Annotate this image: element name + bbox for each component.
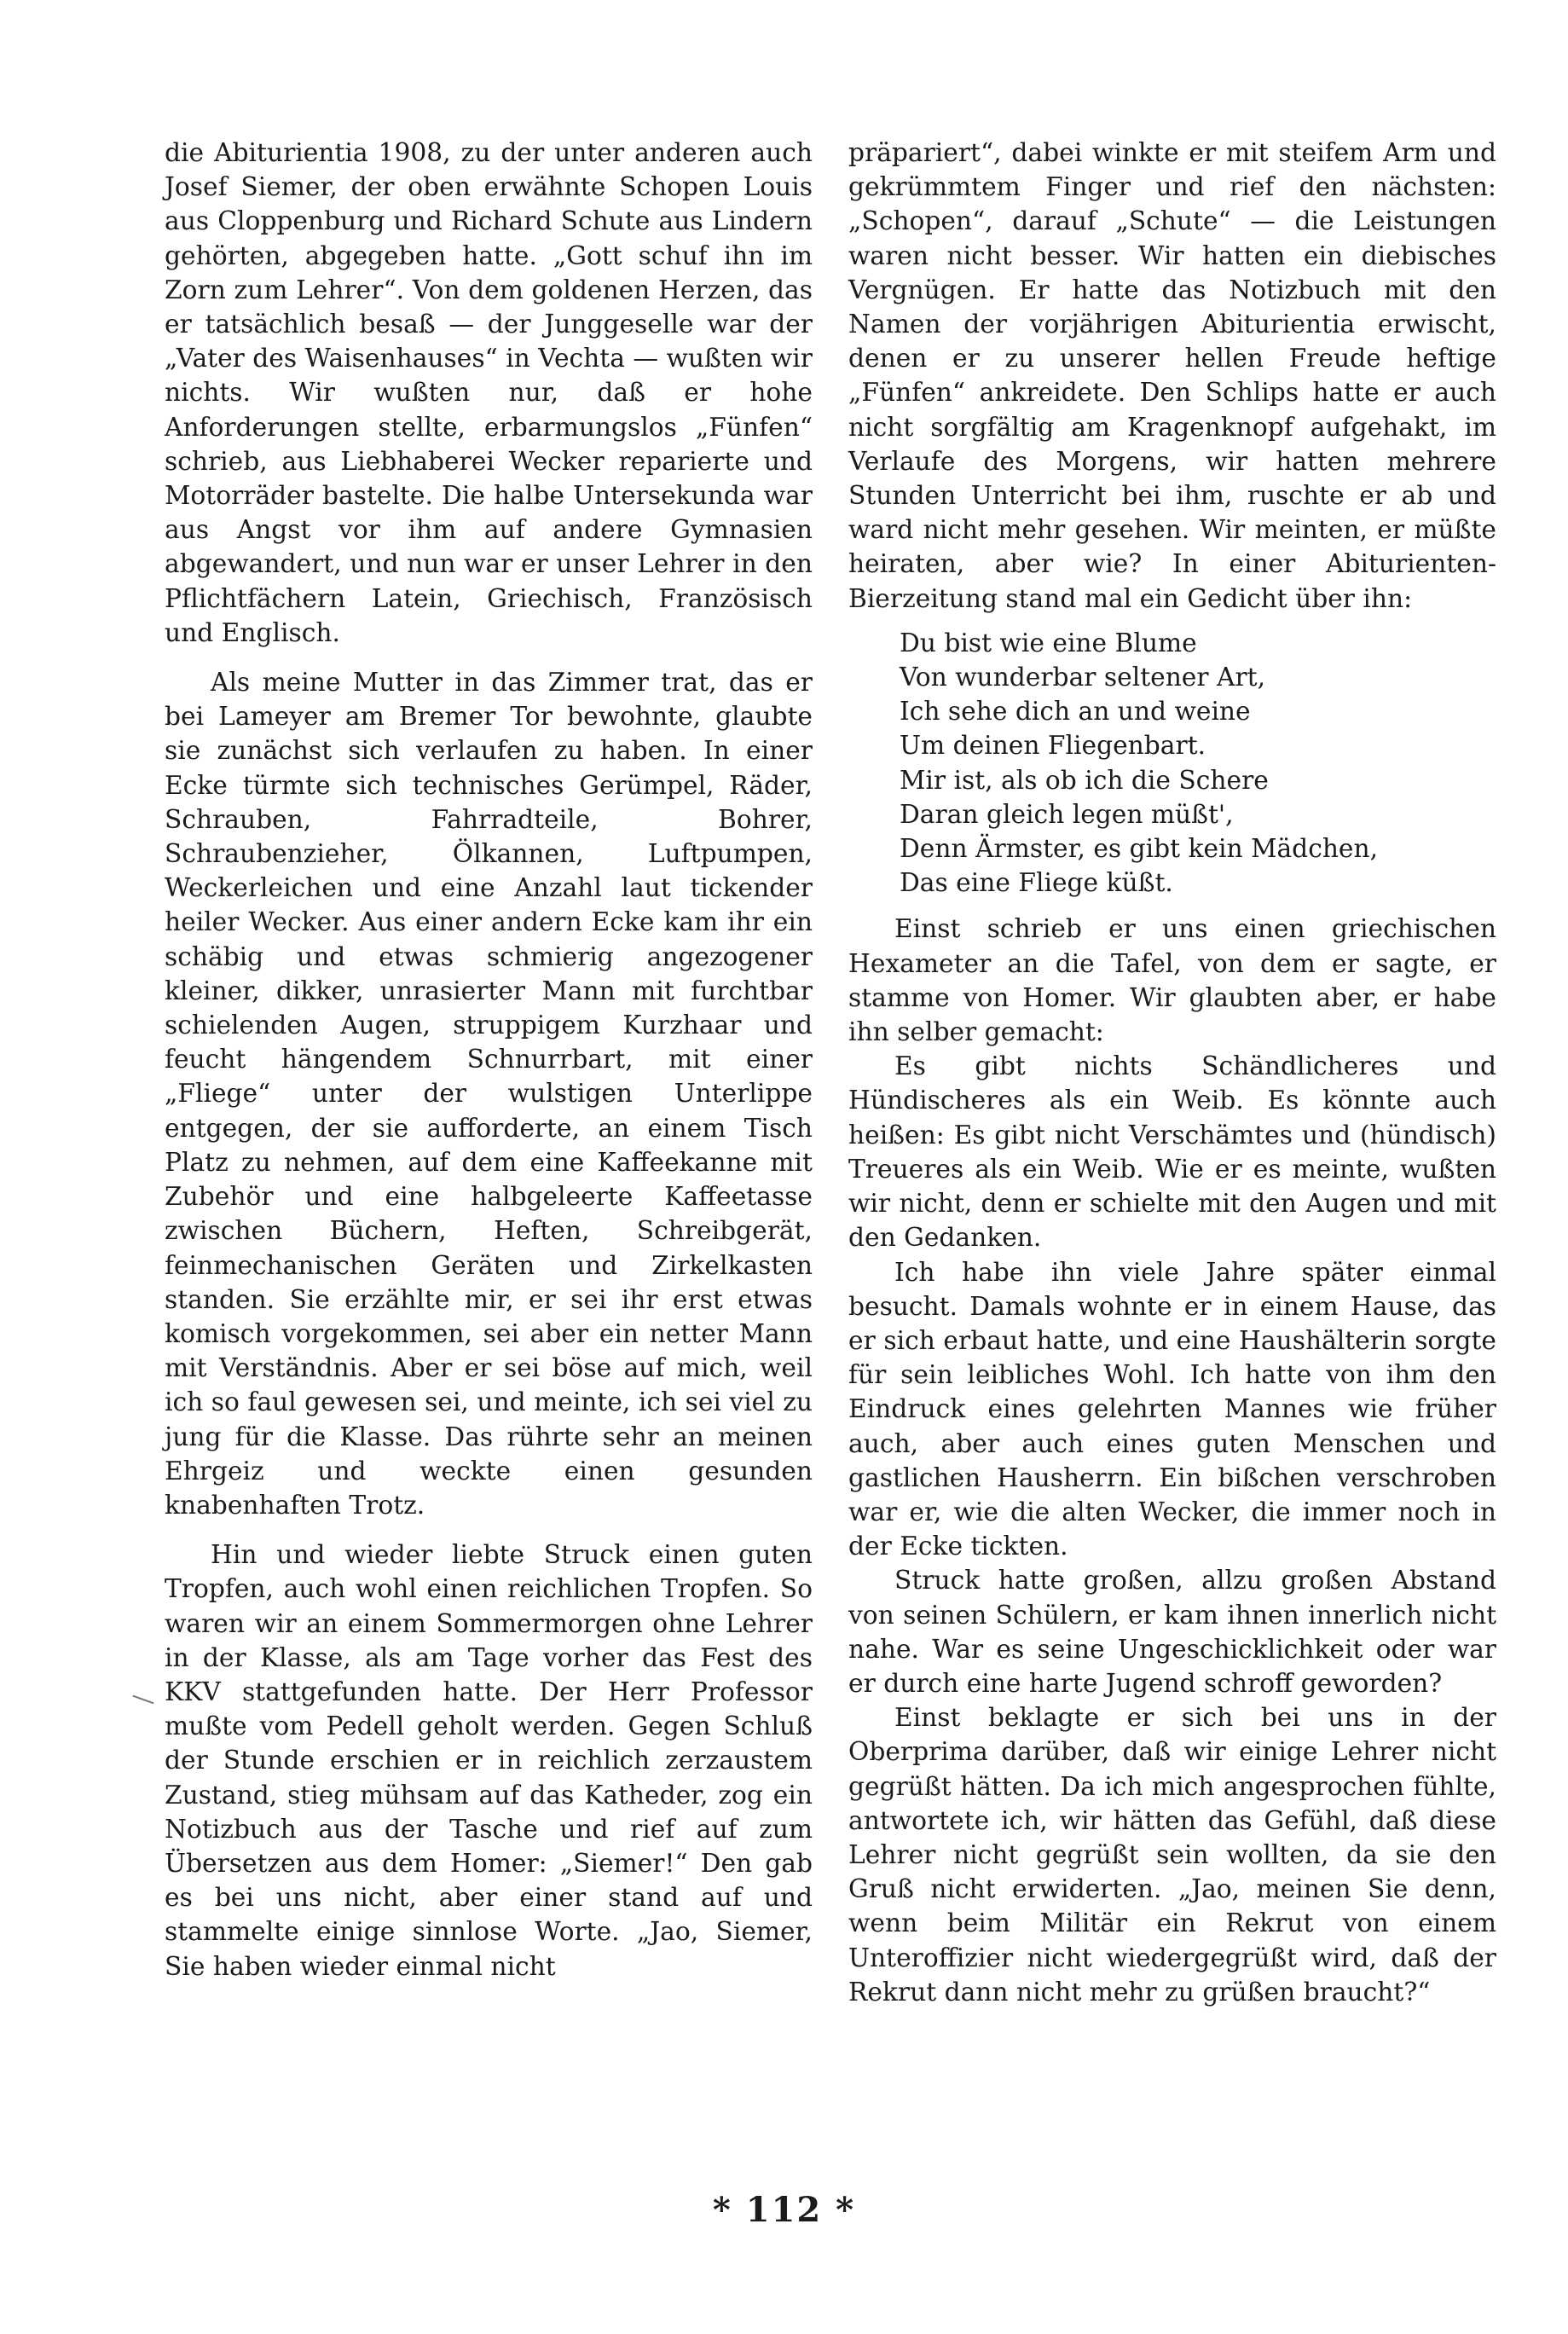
poem	[900, 627, 1496, 901]
paragraph: Einst beklagte er sich bei uns in der Oberprima darüber, daß wir einige Lehrer nicht gegrüßt hätten. Da ich mich angesprochen fühlte, antwortete ich, wir hätten das Gefühl, daß diese Lehrer nicht gegrüßt sein wollten, da sie den Gruß nicht erwiderten. „Jao, meinen Sie denn, wenn beim Militär ein Rekrut von einem Unteroffizier nicht wiedergegrüßt wird, daß der Rekrut dann nicht mehr zu grüßen braucht?“	[848, 1703, 1496, 2007]
left-column	[165, 136, 813, 1984]
poem-line: Daran gleich legen müßt',	[900, 799, 1234, 830]
poem-line: Du bist wie eine Blume	[900, 628, 1197, 658]
paragraph: Es gibt nichts Schändlicheres und Hündischeres als ein Weib. Es könnte auch heißen: Es gibt nicht Verschämtes und (hündisch) Treueres als ein Weib. Wie er es meinte, wußten wir nicht, denn er schielte mit den Augen und mit den Gedanken.	[848, 1051, 1496, 1254]
stray-pen-mark	[132, 1695, 153, 1705]
paragraph: Einst schrieb er uns einen griechischen Hexameter an die Tafel, von dem er sagte, er stamme von Homer. Wir glaubten aber, er habe ihn selber gemacht:	[848, 914, 1496, 1048]
poem-line: Ich sehe dich an und weine	[900, 697, 1251, 727]
paragraph: Ich habe ihn viele Jahre später einmal besucht. Damals wohnte er in einem Hause, das er sich erbaut hatte, und eine Haushälterin sorgte für sein leibliches Wohl. Ich hatte von ihm den Eindruck eines gelehrten Mannes wie früher auch, aber auch eines guten Menschen und gastlichen Hausherrn. Ein bißchen verschroben war er, wie die alten Wecker, die immer noch in der Ecke tickten.	[848, 1257, 1496, 1562]
poem-line: Denn Ärmster, es gibt kein Mädchen,	[900, 834, 1379, 865]
paragraph: die Abiturientia 1908, zu der unter anderen auch Josef Siemer, der oben erwähnte Schopen Louis aus Cloppenburg und Richard Schute aus Lindern gehörten, abgegeben hatte. „Gott schuf ihn im Zorn zum Lehrer“. Von dem goldenen Herzen, das er tatsächlich besaß — der Junggeselle war der „Vater des Waisenhauses“ in Vechta — wußten wir nichts. Wir wußten nur, daß er hohe Anforderungen stellte, erbarmungslos „Fünfen“ schrieb, aus Liebhaberei Wecker reparierte und Motorräder bastelte. Die halbe Untersekunda war aus Angst vor ihm auf andere Gymnasien abgewandert, und nun war er unser Lehrer in den Pflichtfächern Latein, Griechisch, Französisch und Englisch.	[165, 138, 813, 648]
paragraph: Hin und wieder liebte Struck einen guten Tropfen, auch wohl einen reichlichen Tropfen. So waren wir an einem Sommermorgen ohne Lehrer in der Klasse, als am Tage vorher das Fest des KKV stattgefunden hatte. Der Herr Professor mußte vom Pedell geholt werden. Gegen Schluß der Stunde erschien er in reichlich zerzaustem Zustand, stieg mühsam auf das Katheder, zog ein Notizbuch aus der Tasche und rief auf zum Übersetzen aus dem Homer: „Siemer!“ Den gab es bei uns nicht, aber einer stand auf und stammelte einige sinnlose Worte. „Jao, Siemer, Sie haben wieder einmal nicht	[165, 1540, 813, 1982]
page-number: * 112 *	[712, 2190, 856, 2230]
paragraph: präpariert“, dabei winkte er mit steifem Arm und gekrümmtem Finger und rief den nächsten: „Schopen“, darauf „Schute“ — die Leistungen waren nicht besser. Wir hatten ein diebisches Vergnügen. Er hatte das Notizbuch mit den Namen der vorjährigen Abiturientia erwischt, denen er zu unserer hellen Freude heftige „Fünfen“ ankreidete. Den Schlips hatte er auch nicht sorgfältig am Kragenknopf aufgehakt, im Verlaufe des Morgens, wir hatten mehrere Stunden Unterricht bei ihm, ruschte er ab und ward nicht mehr gesehen. Wir meinten, er müßte heiraten, aber wie? In einer Abiturienten-Bierzeitung stand mal ein Gedicht über ihn:	[848, 138, 1496, 614]
poem-line: Das eine Fliege küßt.	[900, 868, 1173, 899]
paragraph: Struck hatte großen, allzu großen Abstand von seinen Schülern, er kam ihnen innerlich nicht nahe. War es seine Ungeschicklichkeit oder war er durch eine harte Jugend schroff geworden?	[848, 1566, 1496, 1699]
poem-line: Von wunderbar seltener Art,	[900, 663, 1266, 693]
paragraph: Als meine Mutter in das Zimmer trat, das er bei Lameyer am Bremer Tor bewohnte, glaubte sie zunächst sich verlaufen zu haben. In einer Ecke türmte sich technisches Gerümpel, Räder, Schrauben, Fahrradteile, Bohrer, Schraubenzieher, Ölkannen, Luftpumpen, Weckerleichen und eine Anzahl laut tickender heiler Wecker. Aus einer andern Ecke kam ihr ein schäbig und etwas schmierig angezogener kleiner, dikker, unrasierter Mann mit furchtbar schielenden Augen, struppigem Kurzhaar und feucht hängendem Schnurrbart, mit einer „Fliege“ unter der wulstigen Unterlippe entgegen, der sie aufforderte, an einem Tisch Platz zu nehmen, auf dem eine Kaffeekanne mit Zubehör und eine halbgeleerte Kaffeetasse zwischen Büchern, Heften, Schreibgerät, feinmechanischen Geräten und Zirkelkasten standen. Sie erzählte mir, er sei ihr erst etwas komisch vorgekommen, sei aber ein netter Mann mit Verständnis. Aber er sei böse auf mich, weil ich so faul gewesen sei, und meinte, ich sei viel zu jung für die Klasse. Das rührte sehr an meinen Ehrgeiz und weckte einen gesunden knabenhaften Trotz.	[165, 668, 813, 1520]
right-column	[848, 136, 1496, 2010]
poem-line: Mir ist, als ob ich die Schere	[900, 765, 1269, 796]
poem-line: Um deinen Fliegenbart.	[900, 731, 1206, 762]
